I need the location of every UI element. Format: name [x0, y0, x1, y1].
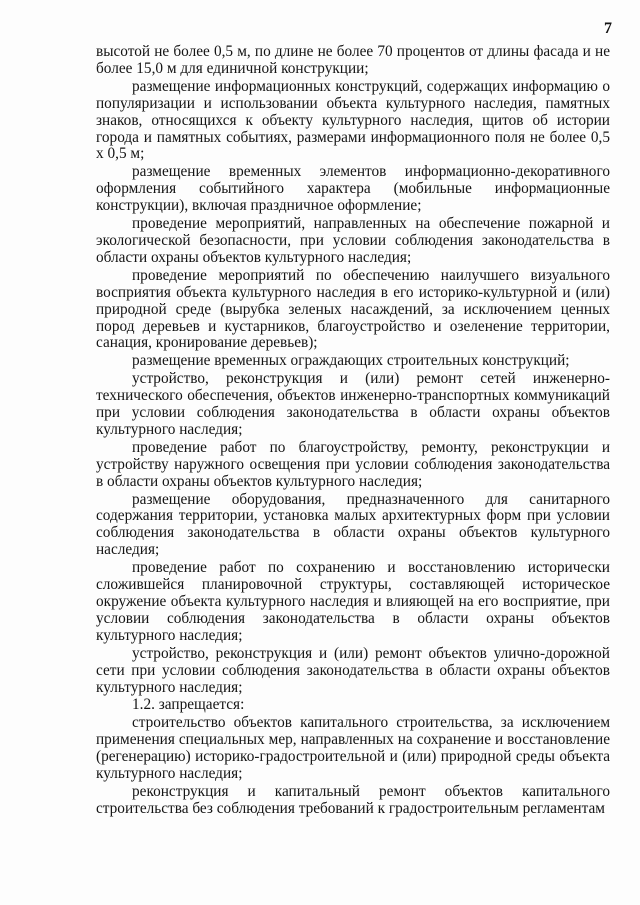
paragraph: размещение оборудования, предназначенного для санитарного содержания территории, установка малых архитектурных форм при условии соблюдения законодательства в области охраны объектов культурного наследия; [96, 490, 610, 559]
paragraph: высотой не более 0,5 м, по длине не более 70 процентов от длины фасада и не более 15,0 м для единичной конструкции; [96, 43, 610, 77]
page-number: 7 [604, 20, 612, 37]
section-heading: 1.2. запрещается: [132, 696, 245, 714]
paragraph: размещение информационных конструкций, содержащих информацию о популяризации и использовании объекта культурного наследия, памятных знаков, относящихся к объекту культурного наследия, щитов об истории города и памятных событиях, размерами информационного поля не более 0,5 х 0,5 м; [96, 77, 610, 163]
paragraph: проведение мероприятий, направленных на обеспечение пожарной и экологической безопасности, при условии соблюдения законодательства в области охраны объектов культурного наследия; [96, 215, 610, 266]
paragraph: проведение мероприятий по обеспечению наилучшего визуального восприятия объекта культурного наследия в его историко-культурной и (или) природной среде (вырубка зеленых насаждений, за исключением ценных пород деревьев и кустарников, благоустройство и озеленение территории, санация, кронирование деревьев); [96, 266, 610, 352]
paragraph: устройство, реконструкция и (или) ремонт объектов улично-дорожной сети при условии соблюдения законодательства в области охраны объектов культурного наследия; [96, 644, 610, 696]
paragraph: строительство объектов капитального строительства, за исключением применения специальных мер, направленных на сохранение и восстановление (регенерацию) историко-градостроительной и (или) природной среды объекта культурного наследия; [96, 714, 610, 783]
paragraph: проведение работ по сохранению и восстановлению исторически сложившейся планировочной структуры, составляющей историческое окружение объекта культурного наследия и влияющей на его восприятие, при условии соблюдения законодательства в области охраны объектов культурного наследия; [96, 559, 610, 644]
paragraph: реконструкция и капитальный ремонт объектов капитального строительства без соблюдения требований к градостроительным регламентам [96, 782, 610, 817]
paragraph: размещение временных ограждающих строительных конструкций; [132, 352, 570, 370]
paragraph: устройство, реконструкция и (или) ремонт сетей инженерно-технического обеспечения, объектов инженерно-транспортных коммуникаций при условии соблюдения законодательства в области охраны объектов культурного наследия; [96, 370, 610, 438]
paragraph: проведение работ по благоустройству, ремонту, реконструкции и устройству наружного освещения при условии соблюдения законодательства в области охраны объектов культурного наследия; [96, 438, 610, 490]
document-body [96, 44, 610, 819]
paragraph: размещение временных элементов информационно-декоративного оформления событийного характера (мобильные информационные конструкции), включая праздничное оформление; [96, 163, 610, 215]
